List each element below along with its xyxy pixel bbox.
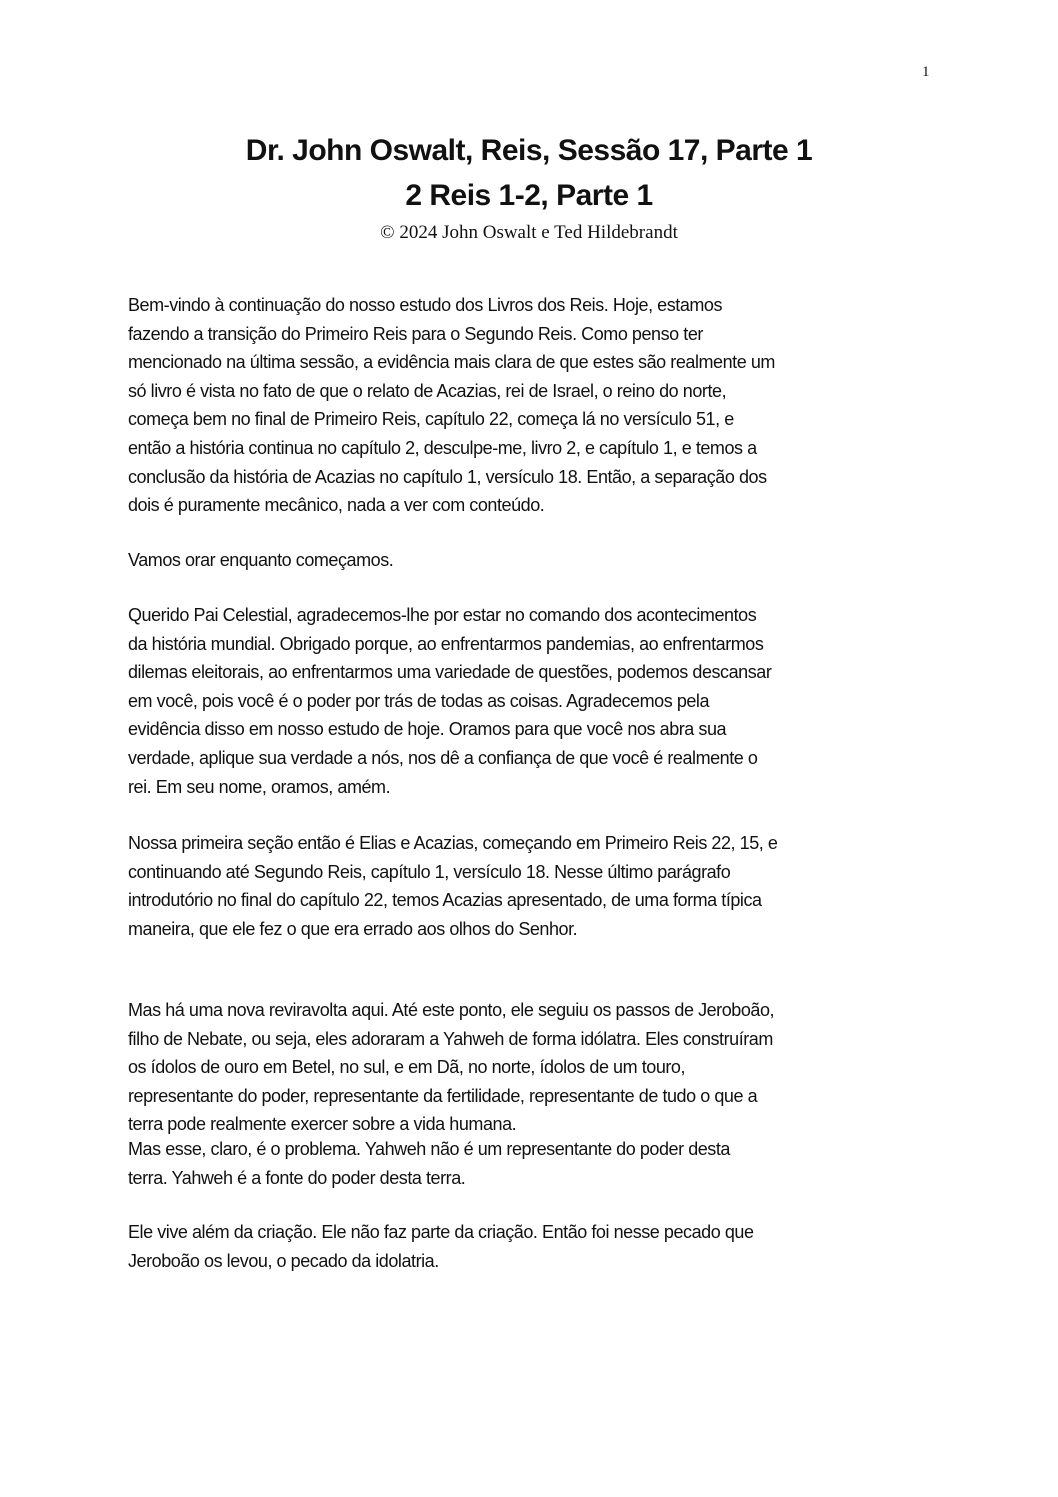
text-line: dois é puramente mecânico, nada a ver com conteúdo.	[128, 495, 545, 516]
text-line: terra. Yahweh é a fonte do poder desta terra.	[128, 1167, 466, 1188]
text-line: só livro é vista no fato de que o relato de Acazias, rei de Israel, o reino do norte,	[128, 380, 727, 401]
text-line: verdade, aplique sua verdade a nós, nos dê a confiança de que você é realmente o	[128, 747, 758, 768]
paragraph	[128, 1218, 948, 1275]
paragraph	[128, 291, 948, 520]
text-line: evidência disso em nosso estudo de hoje. Oramos para que você nos abra sua	[128, 719, 727, 740]
text-line: Mas esse, claro, é o problema. Yahweh não é um representante do poder desta	[128, 1139, 730, 1159]
text-line: mencionado na última sessão, a evidência mais clara de que estes são realmente um	[128, 352, 775, 373]
paragraph	[128, 601, 948, 801]
text-line: maneira, que ele fez o que era errado aos olhos do Senhor.	[128, 918, 578, 939]
text-line: da história mundial. Obrigado porque, ao enfrentarmos pandemias, ao enfrentarmos	[128, 633, 764, 654]
paragraph	[128, 996, 948, 1139]
page-number: 1	[922, 64, 930, 80]
text-line: os ídolos de ouro em Betel, no sul, e em Dã, no norte, ídolos de um touro,	[128, 1057, 686, 1078]
text-line: conclusão da história de Acazias no capítulo 1, versículo 18. Então, a separação dos	[128, 466, 767, 487]
text-line: então a história continua no capítulo 2, desculpe-me, livro 2, e capítulo 1, e temos a	[128, 437, 757, 458]
copyright-line: © 2024 John Oswalt e Ted Hildebrandt	[380, 222, 678, 243]
text-line: rei. Em seu nome, oramos, amém.	[128, 776, 391, 797]
text-line: fazendo a transição do Primeiro Reis para o Segundo Reis. Como penso ter	[128, 323, 703, 344]
text-line: introdutório no final do capítulo 22, temos Acazias apresentado, de uma forma típica	[128, 890, 762, 911]
text-line: começa bem no final de Primeiro Reis, capítulo 22, começa lá no versículo 51, e	[128, 409, 734, 430]
text-line: Mas há uma nova reviravolta aqui. Até este ponto, ele seguiu os passos de Jeroboão,	[128, 1000, 775, 1020]
text-line: Nossa primeira seção então é Elias e Acazias, começando em Primeiro Reis 22, 15, e	[128, 833, 778, 853]
text-line: representante do poder, representante da fertilidade, representante de tudo o que a	[128, 1085, 758, 1106]
text-line: dilemas eleitorais, ao enfrentarmos uma variedade de questões, podemos descansar	[128, 662, 772, 683]
text-line: Vamos orar enquanto começamos.	[128, 550, 394, 570]
text-line: filho de Nebate, ou seja, eles adoraram a Yahweh de forma idólatra. Eles construíram	[128, 1028, 773, 1049]
paragraph	[128, 1135, 948, 1192]
text-line: Jeroboão os levou, o pecado da idolatria.	[128, 1250, 439, 1271]
text-line: Bem-vindo à continuação do nosso estudo dos Livros dos Reis. Hoje, estamos	[128, 295, 723, 315]
text-line: continuando até Segundo Reis, capítulo 1, versículo 18. Nesse último parágrafo	[128, 861, 731, 882]
paragraph	[128, 829, 948, 943]
paragraph	[128, 546, 948, 575]
text-line: Querido Pai Celestial, agradecemos-lhe por estar no comando dos acontecimentos	[128, 605, 757, 625]
text-line: terra pode realmente exercer sobre a vida humana.	[128, 1114, 517, 1135]
text-line: em você, pois você é o poder por trás de todas as coisas. Agradecemos pela	[128, 690, 710, 711]
document-subtitle: 2 Reis 1-2, Parte 1	[405, 179, 653, 212]
document-title: Dr. John Oswalt, Reis, Sessão 17, Parte 1	[245, 134, 813, 167]
text-line: Ele vive além da criação. Ele não faz parte da criação. Então foi nesse pecado que	[128, 1222, 754, 1242]
